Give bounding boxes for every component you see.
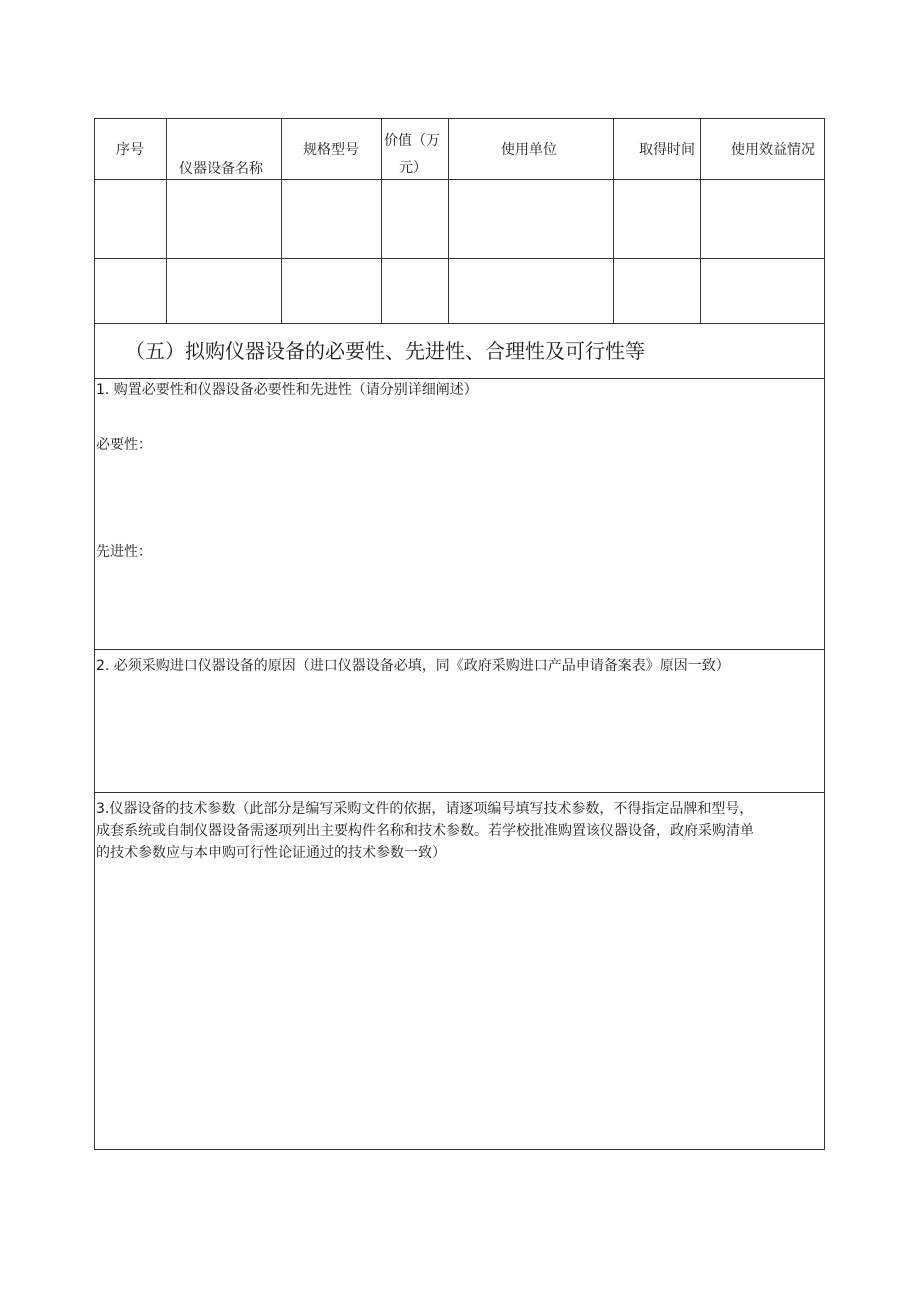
item2-heading: 2. 必须采购进口仪器设备的原因（进口仪器设备必填，同《政府采购进口产品申请备案表》原因一致） bbox=[96, 658, 730, 674]
item1-heading: 1. 购置必要性和仪器设备必要性和先进性（请分别详细阐述） bbox=[96, 382, 478, 398]
advancement-label: 先进性： bbox=[96, 544, 152, 560]
item3-paragraph bbox=[96, 798, 824, 864]
section5-title: （五）拟购仪器设备的必要性、先进性、合理性及可行性等 bbox=[125, 339, 645, 363]
item3-line1: 3.仪器设备的技术参数（此部分是编写采购文件的依据，请逐项编号填写技术参数，不得指定品牌和型号， bbox=[96, 801, 754, 817]
header-seq: 序号 bbox=[116, 142, 144, 158]
header-model: 规格型号 bbox=[303, 142, 359, 158]
col-divider-3 bbox=[381, 119, 382, 323]
col-divider-5 bbox=[613, 119, 614, 323]
item3-line3: 的技术参数应与本申购可行性论证通过的技术参数一致） bbox=[96, 845, 446, 861]
header-row-divider bbox=[95, 179, 824, 180]
table-bottom-divider bbox=[95, 323, 824, 324]
col-divider-1 bbox=[166, 119, 167, 323]
application-form bbox=[94, 118, 825, 1150]
item1-divider bbox=[95, 649, 824, 650]
header-value-line2: 元） bbox=[399, 160, 427, 176]
header-using-unit: 使用单位 bbox=[501, 142, 557, 158]
item2-divider bbox=[95, 792, 824, 793]
col-divider-2 bbox=[281, 119, 282, 323]
header-value-line1: 价值（万 bbox=[384, 133, 440, 149]
header-equipment-name: 仪器设备名称 bbox=[179, 161, 263, 177]
item3-line2: 成套系统或自制仪器设备需逐项列出主要构件名称和技术参数。若学校批准购置该仪器设备，政府采购清单 bbox=[96, 823, 754, 839]
col-divider-6 bbox=[700, 119, 701, 323]
necessity-label: 必要性： bbox=[96, 437, 152, 453]
header-usage-benefit: 使用效益情况 bbox=[731, 142, 815, 158]
section-title-divider bbox=[95, 378, 824, 379]
col-divider-4 bbox=[448, 119, 449, 323]
header-acquired-time: 取得时间 bbox=[639, 142, 695, 158]
row1-divider bbox=[95, 258, 824, 259]
